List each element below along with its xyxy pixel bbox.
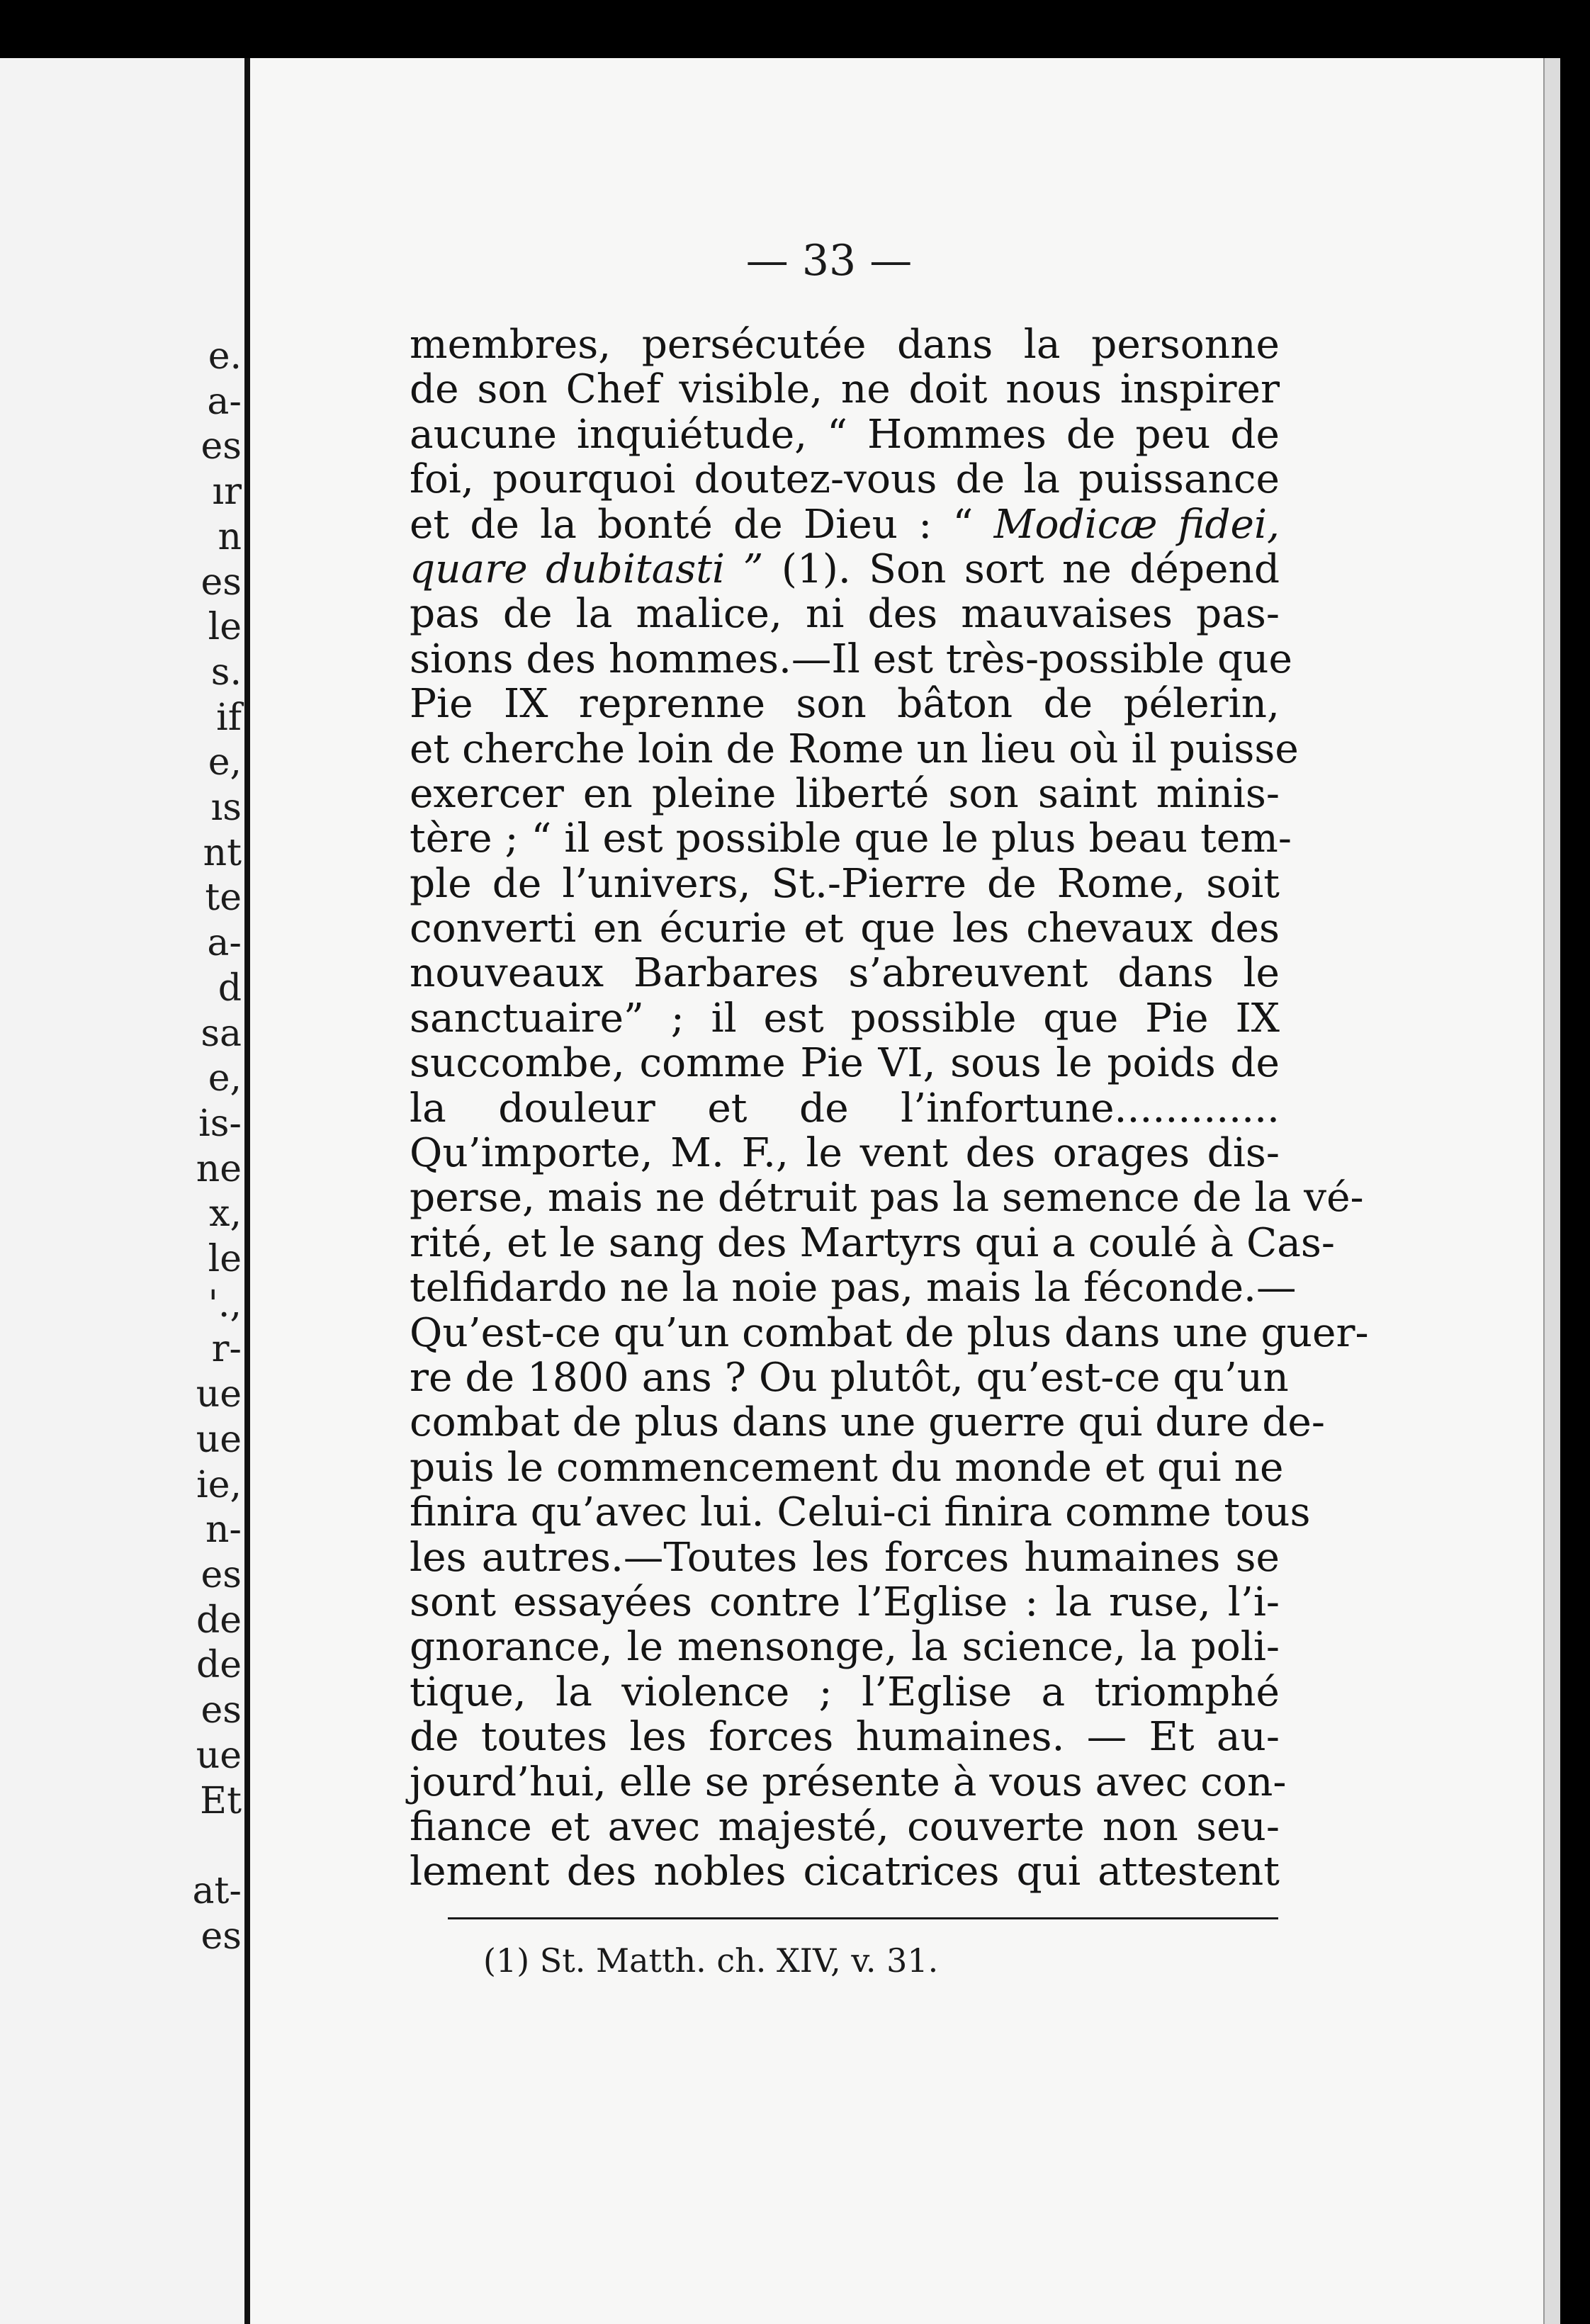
left-page — [0, 58, 244, 2324]
left-page-fragment: de — [196, 1644, 242, 1687]
text-line: telfidardo ne la noie pas, mais la féconde.— — [410, 1265, 1297, 1312]
text-line: Qu’est-ce qu’un combat de plus dans une guer- — [410, 1309, 1369, 1356]
left-page-fragment: ne — [196, 1147, 242, 1190]
left-page-fragment: sa — [201, 1012, 242, 1055]
text-line: tique, la violence ; l’Eglise a triomphé — [410, 1669, 1280, 1715]
body-text — [410, 322, 1369, 1895]
text-line: tère ; “ il est possible que le plus beau tem- — [410, 816, 1292, 862]
text-line: de son Chef visible, ne doit nous inspirer — [410, 366, 1280, 413]
left-page-fragment: if — [216, 696, 242, 739]
left-page-fragment: n- — [205, 1508, 242, 1552]
left-page-fragment: le — [208, 606, 242, 649]
footnote: (1) St. Matth. ch. XIV, v. 31. — [483, 1941, 939, 1980]
left-page-fragment: ie, — [196, 1463, 242, 1506]
italic-latin-quote: Modicæ fidei, — [993, 501, 1280, 548]
text-line: Pie IX reprenne son bâton de pélerin, — [410, 681, 1280, 728]
left-page-fragment: ue — [196, 1418, 242, 1461]
text-line: ple de l’univers, St.-Pierre de Rome, soit — [410, 860, 1280, 907]
left-page-fragment: ue — [196, 1734, 242, 1777]
page-number: — 33 — — [745, 236, 913, 286]
left-page-fragment: ır — [212, 470, 242, 514]
italic-latin-quote: quare dubitasti ” — [410, 546, 764, 592]
left-page-fragment: a- — [207, 380, 242, 423]
page-edge — [1543, 58, 1560, 2324]
left-page-fragment: e, — [208, 1057, 242, 1100]
left-page-fragment: s. — [210, 650, 242, 694]
text-line: Qu’importe, M. F., le vent des orages dis- — [410, 1130, 1280, 1177]
text-line-with-italic — [410, 547, 1280, 592]
left-page-fragment: te — [205, 876, 242, 920]
text-line: gnorance, le mensonge, la science, la poli- — [410, 1624, 1280, 1671]
left-page-fragment: d — [218, 966, 242, 1010]
text-line-with-italic — [410, 502, 1280, 547]
left-page-fragment: e. — [208, 335, 242, 378]
left-page-fragment: es — [201, 1914, 242, 1958]
text-line: perse, mais ne détruit pas la semence de la vé- — [410, 1175, 1364, 1222]
text-line: re de 1800 ans ? Ou plutôt, qu’est-ce qu’un — [410, 1354, 1289, 1401]
text-line: converti en écurie et que les chevaux des — [410, 906, 1280, 952]
text-line: pas de la malice, ni des mauvaises pas- — [410, 591, 1280, 638]
left-page-fragment: n — [218, 515, 242, 558]
left-page-fragment: nt — [203, 831, 242, 874]
left-page-fragment: at- — [192, 1869, 242, 1912]
text-line: aucune inquiétude, “ Hommes de peu de — [410, 411, 1280, 458]
left-page-fragment: Et — [200, 1779, 242, 1822]
text-line: sanctuaire” ; il est possible que Pie IX — [410, 995, 1280, 1042]
left-page-fragment: le — [208, 1238, 242, 1281]
text-segment: et de la bonté de Dieu : “ — [410, 501, 994, 548]
left-page-fragment: de — [196, 1598, 242, 1642]
text-line: rité, et le sang des Martyrs qui a coulé à Cas- — [410, 1219, 1335, 1266]
text-line: lement des nobles cicatrices qui attestent — [410, 1849, 1280, 1895]
text-line: finira qu’avec lui. Celui-ci finira comme tous — [410, 1489, 1311, 1536]
left-page-fragment: a- — [207, 922, 242, 965]
text-segment: (1). Son sort ne dépend — [763, 546, 1280, 592]
text-line: nouveaux Barbares s’abreuvent dans le — [410, 950, 1280, 997]
text-line: combat de plus dans une guerre qui dure de- — [410, 1399, 1325, 1446]
left-page-fragment: es — [201, 425, 242, 468]
left-page-fragment — [157, 1824, 242, 1869]
text-line: jourd’hui, elle se présente à vous avec con- — [410, 1759, 1287, 1805]
text-line: foi, pourquoi doutez-vous de la puissance — [410, 456, 1280, 503]
left-page-fragment: is- — [198, 1102, 242, 1145]
text-line: succombe, comme Pie VI, sous le poids de — [410, 1040, 1280, 1087]
left-page-fragment: ue — [196, 1373, 242, 1416]
text-line: de toutes les forces humaines. — Et au- — [410, 1714, 1280, 1761]
left-page-fragment: e, — [208, 741, 242, 784]
book-spine-gutter — [244, 58, 250, 2324]
text-line: puis le commencement du monde et qui ne — [410, 1444, 1284, 1491]
text-line: les autres.—Toutes les forces humaines se — [410, 1534, 1280, 1581]
left-page-fragment: es — [201, 1689, 242, 1732]
left-page-text-fragments — [157, 334, 242, 1959]
text-line: exercer en pleine liberté son saint minis- — [410, 770, 1280, 817]
text-line: membres, persécutée dans la personne — [410, 322, 1280, 368]
text-line: sont essayées contre l’Eglise : la ruse, l’i- — [410, 1579, 1280, 1625]
text-line: sions des hommes.—Il est très-possible que — [410, 636, 1292, 682]
left-page-fragment: x, — [209, 1192, 242, 1236]
left-page-fragment: es — [201, 560, 242, 604]
text-line: et cherche loin de Rome un lieu où il puisse — [410, 726, 1299, 772]
text-line: la douleur et de l’infortune............. — [410, 1085, 1280, 1132]
text-line: fiance et avec majesté, couverte non seu- — [410, 1803, 1280, 1850]
footnote-rule — [448, 1917, 1278, 1919]
left-page-fragment: es — [201, 1553, 242, 1596]
left-page-fragment: '., — [208, 1282, 242, 1326]
left-page-fragment: ıs — [210, 786, 242, 830]
left-page-fragment: r- — [211, 1328, 242, 1371]
